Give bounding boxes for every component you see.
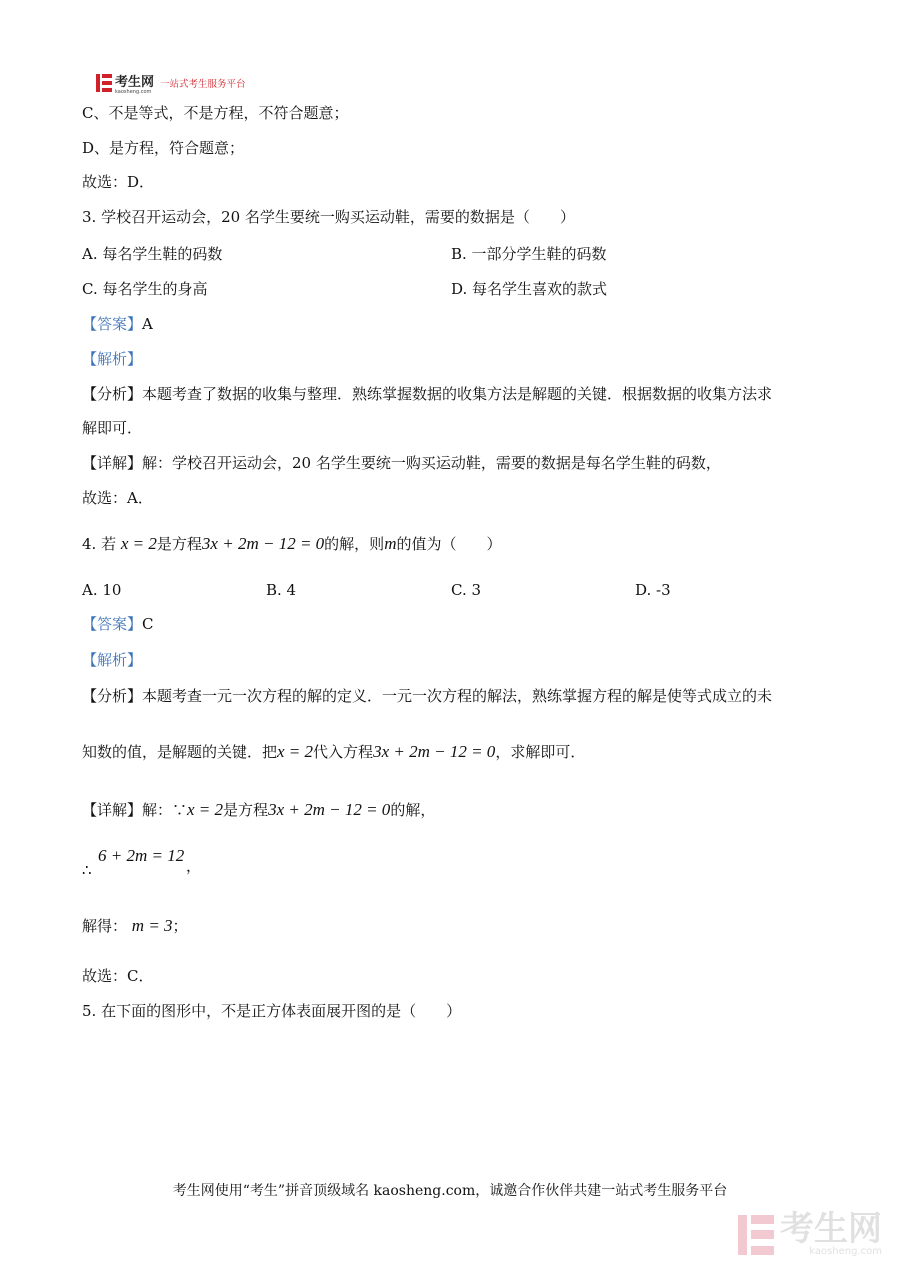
q3-option-c: C. 每名学生的身高 [82,280,208,298]
logo-sub: kaosheng.com [115,89,152,95]
q4-stem-equation: 3x + 2m − 12 = 0 [201,534,325,553]
q4-option-b: B. 4 [266,581,297,599]
watermark-sub: kaosheng.com [809,1246,882,1257]
q4-fenxi-line1: 【分析】本题考查一元一次方程的解的定义．一元一次方程的解法，熟练掌握方程的解是使等式成立的未 [82,687,773,705]
q4-detail-equation: 3x + 2m − 12 = 0 [268,800,391,819]
q2-choice: 故选：D． [82,173,155,191]
q4-detail [82,800,435,820]
q3-detail: 【详解】解：学校召开运动会，20 名学生要统一购买运动鞋，需要的数据是每名学生鞋的码数， [82,454,721,472]
q4-fenxi-equation: 3x + 2m − 12 = 0 [373,742,496,761]
q4-analysis-tag: 【解析】 [82,651,143,669]
q4-solve-suffix: ； [172,917,188,935]
q4-solve-equation: m = 3 [131,916,173,935]
q4-fenxi-text-c: ，求解即可． [495,743,586,761]
q4-detail-mid: 是方程 [223,801,269,819]
q4-option-c: C. 3 [451,581,482,599]
q3-option-a: A. 每名学生鞋的码数 [82,245,223,263]
logo-icon [96,74,112,92]
q4-option-a: A. 10 [82,581,122,599]
watermark-wordmark [780,1209,882,1257]
q4-stem-then: 的解，则 [324,535,385,553]
watermark-logo-icon [738,1215,774,1255]
q4-detail-suffix: 的解， [390,801,436,819]
q4-step-equation: 6 + 2m = 12 [98,846,185,865]
q2-option-d-explain: D、是方程，符合题意； [82,139,245,157]
q4-fenxi-text-a: 知数的值，是解题的关键．把 [82,743,278,761]
therefore-symbol: ∴ [82,861,92,879]
q4-stem-m: m [384,534,397,553]
logo-slogan: 一站式考生服务平台 [160,79,246,90]
q4-answer [82,614,154,634]
logo-text: 考生网 [115,75,155,90]
q3-option-b: B. 一部分学生鞋的码数 [451,245,607,263]
header-logo [96,72,246,94]
q4-stem-suffix: 的值为（ ） [396,535,502,553]
q4-stem-mid: 是方程 [156,535,202,553]
q3-stem: 3. 学校召开运动会，20 名学生要统一购买运动鞋，需要的数据是（ ） [82,208,575,226]
q4-solve-prefix: 解得： [82,917,128,935]
q4-fenxi-x-eq: x = 2 [277,742,314,761]
q4-step-comma: ， [186,857,202,875]
logo-wordmark [115,71,154,95]
answer-value: C [142,615,154,633]
q4-stem [82,534,501,554]
q4-fenxi-line2 [82,742,585,762]
q3-choice: 故选：A． [82,489,153,507]
q3-analysis-tag: 【解析】 [82,350,143,368]
q4-fenxi-text-b: 代入方程 [313,743,374,761]
page-footer: 考生网使用“考生”拼音顶级域名 kaosheng.com，诚邀合作伙伴共建一站式考生服务平台 [172,1183,728,1199]
q3-option-d: D. 每名学生喜欢的款式 [451,280,608,298]
answer-tag: 【答案】 [82,315,143,333]
watermark [738,1209,882,1257]
watermark-text: 考生网 [780,1209,882,1249]
answer-tag: 【答案】 [82,615,143,633]
q2-option-c-explain: C、不是等式，不是方程，不符合题意； [82,104,349,122]
q4-stem-prefix: 4. 若 [82,535,117,553]
q4-stem-x-eq: x = 2 [120,534,157,553]
q4-detail-x-eq: x = 2 [187,800,224,819]
q4-choice: 故选：C． [82,967,154,985]
q4-detail-prefix: 【详解】解：∵ [82,801,188,819]
q3-fenxi-line2: 解即可． [82,419,143,437]
q4-solve [82,916,188,936]
q3-fenxi-line1: 【分析】本题考查了数据的收集与整理．熟练掌握数据的收集方法是解题的关键．根据数据的收集方法求 [82,385,773,403]
q5-stem: 5. 在下面的图形中，不是正方体表面展开图的是（ ） [82,1002,462,1020]
q4-option-d: D. -3 [635,581,671,599]
q3-answer [82,314,153,334]
answer-value: A [142,315,153,333]
